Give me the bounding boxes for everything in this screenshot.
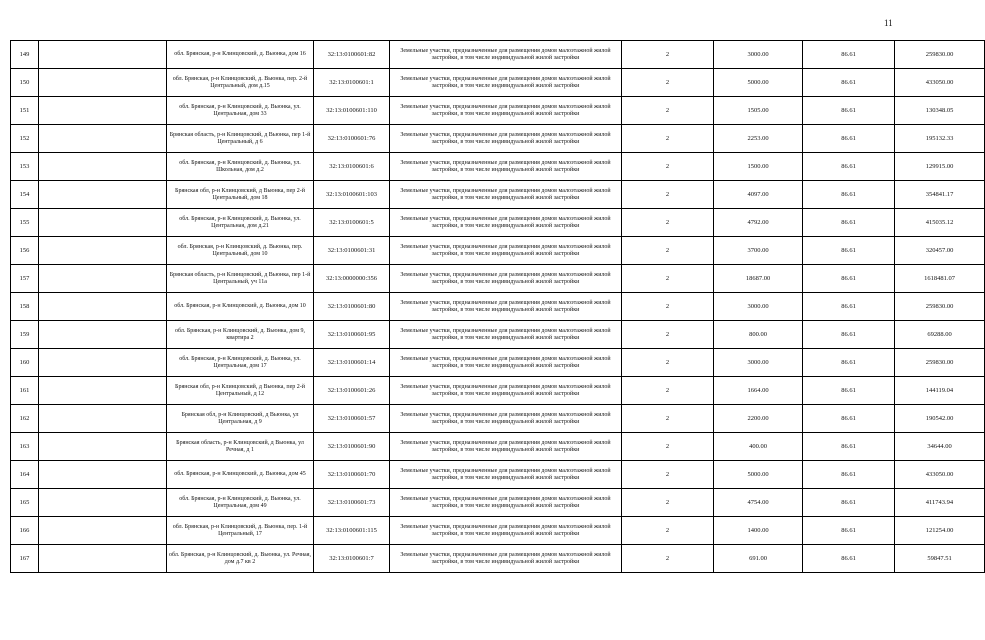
- group-code-cell: 2: [622, 153, 714, 181]
- specific-value-cell: 86.61: [803, 349, 895, 377]
- row-number-cell: 166: [11, 517, 39, 545]
- cadastral-number-cell: 32:13:0100601:7: [314, 545, 390, 573]
- land-category-cell: Земельные участки, предназначенные для размещения домов малоэтажной жилой застройки, в том числе индивидуальной жилой застройки: [390, 349, 622, 377]
- group-code-cell: 2: [622, 405, 714, 433]
- blank-cell: [39, 237, 167, 265]
- cadastral-value-cell: 259830.00: [895, 349, 985, 377]
- row-number-cell: 165: [11, 489, 39, 517]
- land-category-cell: Земельные участки, предназначенные для размещения домов малоэтажной жилой застройки, в том числе индивидуальной жилой застройки: [390, 181, 622, 209]
- blank-cell: [39, 433, 167, 461]
- specific-value-cell: 86.61: [803, 293, 895, 321]
- cadastral-number-cell: 32:13:0100601:14: [314, 349, 390, 377]
- cadastral-value-cell: 190542.00: [895, 405, 985, 433]
- group-code-cell: 2: [622, 461, 714, 489]
- table-row: [11, 265, 985, 293]
- table-row: [11, 69, 985, 97]
- area-cell: 1400.00: [714, 517, 803, 545]
- group-code-cell: 2: [622, 181, 714, 209]
- land-plots-table: [10, 40, 985, 573]
- cadastral-number-cell: 32:13:0100601:80: [314, 293, 390, 321]
- page-number: 11: [884, 18, 893, 28]
- cadastral-number-cell: 32:13:0100601:95: [314, 321, 390, 349]
- cadastral-value-cell: 259830.00: [895, 41, 985, 69]
- row-number-cell: 153: [11, 153, 39, 181]
- area-cell: 5000.00: [714, 461, 803, 489]
- blank-cell: [39, 377, 167, 405]
- table-row: [11, 153, 985, 181]
- table-row: [11, 97, 985, 125]
- cadastral-number-cell: 32:13:0000000:356: [314, 265, 390, 293]
- row-number-cell: 152: [11, 125, 39, 153]
- address-cell: Брянская область, р-н Клинцовский, д Вьюнка, пер 1-й Центральный, д 6: [167, 125, 314, 153]
- table-row: [11, 181, 985, 209]
- table-row: [11, 545, 985, 573]
- specific-value-cell: 86.61: [803, 461, 895, 489]
- specific-value-cell: 86.61: [803, 153, 895, 181]
- cadastral-value-cell: 59847.51: [895, 545, 985, 573]
- area-cell: 1505.00: [714, 97, 803, 125]
- specific-value-cell: 86.61: [803, 517, 895, 545]
- cadastral-value-cell: 433050.00: [895, 69, 985, 97]
- cadastral-number-cell: 32:13:0100601:110: [314, 97, 390, 125]
- address-cell: Брянская область, р-н Клинцовский, д Вьюнка, ул Речная, д 1: [167, 433, 314, 461]
- blank-cell: [39, 181, 167, 209]
- cadastral-value-cell: 415035.12: [895, 209, 985, 237]
- cadastral-number-cell: 32:13:0100601:115: [314, 517, 390, 545]
- address-cell: обл. Брянская, р-н Клинцовский, д. Вьюнка, дом 10: [167, 293, 314, 321]
- cadastral-number-cell: 32:13:0100601:6: [314, 153, 390, 181]
- cadastral-number-cell: 32:13:0100601:1: [314, 69, 390, 97]
- area-cell: 4754.00: [714, 489, 803, 517]
- blank-cell: [39, 461, 167, 489]
- address-cell: Брянская обл, р-н Клинцовский, д Вьюнка, пер 2-й Центральный, дом 18: [167, 181, 314, 209]
- blank-cell: [39, 69, 167, 97]
- land-category-cell: Земельные участки, предназначенные для размещения домов малоэтажной жилой застройки, в том числе индивидуальной жилой застройки: [390, 69, 622, 97]
- land-category-cell: Земельные участки, предназначенные для размещения домов малоэтажной жилой застройки, в том числе индивидуальной жилой застройки: [390, 265, 622, 293]
- blank-cell: [39, 265, 167, 293]
- address-cell: обл. Брянская, р-н Клинцовский, д. Вьюнка, ул. Центральная, дом 49: [167, 489, 314, 517]
- row-number-cell: 157: [11, 265, 39, 293]
- specific-value-cell: 86.61: [803, 209, 895, 237]
- cadastral-value-cell: 1618481.07: [895, 265, 985, 293]
- cadastral-value-cell: 130348.05: [895, 97, 985, 125]
- land-category-cell: Земельные участки, предназначенные для размещения домов малоэтажной жилой застройки, в том числе индивидуальной жилой застройки: [390, 97, 622, 125]
- land-category-cell: Земельные участки, предназначенные для размещения домов малоэтажной жилой застройки, в том числе индивидуальной жилой застройки: [390, 125, 622, 153]
- group-code-cell: 2: [622, 125, 714, 153]
- area-cell: 3700.00: [714, 237, 803, 265]
- area-cell: 3000.00: [714, 293, 803, 321]
- cadastral-number-cell: 32:13:0100601:82: [314, 41, 390, 69]
- row-number-cell: 155: [11, 209, 39, 237]
- blank-cell: [39, 153, 167, 181]
- land-category-cell: Земельные участки, предназначенные для размещения домов малоэтажной жилой застройки, в том числе индивидуальной жилой застройки: [390, 237, 622, 265]
- row-number-cell: 149: [11, 41, 39, 69]
- land-category-cell: Земельные участки, предназначенные для размещения домов малоэтажной жилой застройки, в том числе индивидуальной жилой застройки: [390, 321, 622, 349]
- address-cell: Брянская область, р-н Клинцовский, д Вьюнка, пер 1-й Центральный, уч 11а: [167, 265, 314, 293]
- group-code-cell: 2: [622, 517, 714, 545]
- table-row: [11, 405, 985, 433]
- specific-value-cell: 86.61: [803, 489, 895, 517]
- land-category-cell: Земельные участки, предназначенные для размещения домов малоэтажной жилой застройки, в том числе индивидуальной жилой застройки: [390, 405, 622, 433]
- blank-cell: [39, 517, 167, 545]
- row-number-cell: 158: [11, 293, 39, 321]
- address-cell: Брянская обл, р-н Клинцовский, д Вьюнка, пер 2-й Центральный, д 12: [167, 377, 314, 405]
- table-row: [11, 125, 985, 153]
- group-code-cell: 2: [622, 349, 714, 377]
- group-code-cell: 2: [622, 69, 714, 97]
- land-category-cell: Земельные участки, предназначенные для размещения домов малоэтажной жилой застройки, в том числе индивидуальной жилой застройки: [390, 433, 622, 461]
- specific-value-cell: 86.61: [803, 377, 895, 405]
- address-cell: обл. Брянская, р-н Клинцовский, д. Вьюнка, ул. Центральная, дом д.21: [167, 209, 314, 237]
- specific-value-cell: 86.61: [803, 545, 895, 573]
- cadastral-value-cell: 129915.00: [895, 153, 985, 181]
- table-row: [11, 321, 985, 349]
- blank-cell: [39, 489, 167, 517]
- blank-cell: [39, 41, 167, 69]
- cadastral-number-cell: 32:13:0100601:5: [314, 209, 390, 237]
- address-cell: обл. Брянская, р-н Клинцовский, д. Вьюнка, ул. Школьная, дом д.2: [167, 153, 314, 181]
- specific-value-cell: 86.61: [803, 265, 895, 293]
- row-number-cell: 164: [11, 461, 39, 489]
- land-category-cell: Земельные участки, предназначенные для размещения домов малоэтажной жилой застройки, в том числе индивидуальной жилой застройки: [390, 461, 622, 489]
- area-cell: 2200.00: [714, 405, 803, 433]
- specific-value-cell: 86.61: [803, 69, 895, 97]
- blank-cell: [39, 321, 167, 349]
- blank-cell: [39, 97, 167, 125]
- specific-value-cell: 86.61: [803, 181, 895, 209]
- blank-cell: [39, 125, 167, 153]
- cadastral-number-cell: 32:13:0100601:76: [314, 125, 390, 153]
- land-category-cell: Земельные участки, предназначенные для размещения домов малоэтажной жилой застройки, в том числе индивидуальной жилой застройки: [390, 517, 622, 545]
- cadastral-number-cell: 32:13:0100601:73: [314, 489, 390, 517]
- land-category-cell: Земельные участки, предназначенные для размещения домов малоэтажной жилой застройки, в том числе индивидуальной жилой застройки: [390, 153, 622, 181]
- specific-value-cell: 86.61: [803, 41, 895, 69]
- area-cell: 1500.00: [714, 153, 803, 181]
- table-row: [11, 517, 985, 545]
- specific-value-cell: 86.61: [803, 97, 895, 125]
- address-cell: обл. Брянская, р-н Клинцовский, д. Вьюнка, дом 16: [167, 41, 314, 69]
- row-number-cell: 160: [11, 349, 39, 377]
- area-cell: 4097.00: [714, 181, 803, 209]
- row-number-cell: 151: [11, 97, 39, 125]
- area-cell: 800.00: [714, 321, 803, 349]
- blank-cell: [39, 293, 167, 321]
- area-cell: 1664.00: [714, 377, 803, 405]
- area-cell: 3000.00: [714, 41, 803, 69]
- table-row: [11, 433, 985, 461]
- group-code-cell: 2: [622, 545, 714, 573]
- row-number-cell: 150: [11, 69, 39, 97]
- cadastral-value-cell: 433050.00: [895, 461, 985, 489]
- table-row: [11, 237, 985, 265]
- address-cell: обл. Брянская, р-н Клинцовский, д. Вьюнка, ул. Центральная, дом 17: [167, 349, 314, 377]
- row-number-cell: 154: [11, 181, 39, 209]
- cadastral-value-cell: 69288.00: [895, 321, 985, 349]
- cadastral-value-cell: 259830.00: [895, 293, 985, 321]
- group-code-cell: 2: [622, 41, 714, 69]
- area-cell: 2253.00: [714, 125, 803, 153]
- cadastral-value-cell: 411743.94: [895, 489, 985, 517]
- group-code-cell: 2: [622, 97, 714, 125]
- area-cell: 400.00: [714, 433, 803, 461]
- specific-value-cell: 86.61: [803, 125, 895, 153]
- cadastral-value-cell: 121254.00: [895, 517, 985, 545]
- group-code-cell: 2: [622, 237, 714, 265]
- group-code-cell: 2: [622, 265, 714, 293]
- group-code-cell: 2: [622, 489, 714, 517]
- land-category-cell: Земельные участки, предназначенные для размещения домов малоэтажной жилой застройки, в том числе индивидуальной жилой застройки: [390, 545, 622, 573]
- group-code-cell: 2: [622, 377, 714, 405]
- specific-value-cell: 86.61: [803, 405, 895, 433]
- table-row: [11, 349, 985, 377]
- cadastral-number-cell: 32:13:0100601:90: [314, 433, 390, 461]
- group-code-cell: 2: [622, 433, 714, 461]
- table-row: [11, 209, 985, 237]
- table-row: [11, 461, 985, 489]
- cadastral-number-cell: 32:13:0100601:103: [314, 181, 390, 209]
- address-cell: обл. Брянская, р-н Клинцовский, д. Вьюнка, пер. 1-й Центральный, 17: [167, 517, 314, 545]
- address-cell: обл. Брянская, р-н Клинцовский, д. Вьюнка, пер. Центральный, дом 10: [167, 237, 314, 265]
- table-row: [11, 489, 985, 517]
- land-category-cell: Земельные участки, предназначенные для размещения домов малоэтажной жилой застройки, в том числе индивидуальной жилой застройки: [390, 489, 622, 517]
- blank-cell: [39, 545, 167, 573]
- address-cell: обл. Брянская, р-н Клинцовский, д. Вьюнка, дом 45: [167, 461, 314, 489]
- area-cell: 5000.00: [714, 69, 803, 97]
- address-cell: обл. Брянская, р-н Клинцовский, д. Вьюнка, пер. 2-й Центральный, дом д.15: [167, 69, 314, 97]
- cadastral-number-cell: 32:13:0100601:57: [314, 405, 390, 433]
- specific-value-cell: 86.61: [803, 237, 895, 265]
- area-cell: 3000.00: [714, 349, 803, 377]
- area-cell: 18687.00: [714, 265, 803, 293]
- cadastral-value-cell: 354841.17: [895, 181, 985, 209]
- table-body: [11, 41, 985, 573]
- row-number-cell: 156: [11, 237, 39, 265]
- cadastral-number-cell: 32:13:0100601:70: [314, 461, 390, 489]
- specific-value-cell: 86.61: [803, 433, 895, 461]
- row-number-cell: 163: [11, 433, 39, 461]
- address-cell: обл. Брянская, р-н Клинцовский, д. Вьюнка, ул. Центральная, дом 33: [167, 97, 314, 125]
- specific-value-cell: 86.61: [803, 321, 895, 349]
- address-cell: обл. Брянская, р-н Клинцовский, д. Вьюнка, ул. Речная, дом д.7 кв 2: [167, 545, 314, 573]
- blank-cell: [39, 405, 167, 433]
- blank-cell: [39, 209, 167, 237]
- area-cell: 691.00: [714, 545, 803, 573]
- land-category-cell: Земельные участки, предназначенные для размещения домов малоэтажной жилой застройки, в том числе индивидуальной жилой застройки: [390, 41, 622, 69]
- cadastral-number-cell: 32:13:0100601:26: [314, 377, 390, 405]
- row-number-cell: 162: [11, 405, 39, 433]
- cadastral-value-cell: 320457.00: [895, 237, 985, 265]
- cadastral-value-cell: 195132.33: [895, 125, 985, 153]
- group-code-cell: 2: [622, 321, 714, 349]
- address-cell: обл. Брянская, р-н Клинцовский, д. Вьюнка, дом 9, квартира 2: [167, 321, 314, 349]
- address-cell: Брянская обл, р-н Клинцовский, д Вьюнка, ул Центральная, д 9: [167, 405, 314, 433]
- cadastral-number-cell: 32:13:0100601:31: [314, 237, 390, 265]
- table-row: [11, 41, 985, 69]
- group-code-cell: 2: [622, 293, 714, 321]
- table-row: [11, 293, 985, 321]
- row-number-cell: 161: [11, 377, 39, 405]
- land-category-cell: Земельные участки, предназначенные для размещения домов малоэтажной жилой застройки, в том числе индивидуальной жилой застройки: [390, 377, 622, 405]
- blank-cell: [39, 349, 167, 377]
- row-number-cell: 159: [11, 321, 39, 349]
- table-row: [11, 377, 985, 405]
- area-cell: 4792.00: [714, 209, 803, 237]
- cadastral-value-cell: 144119.04: [895, 377, 985, 405]
- land-category-cell: Земельные участки, предназначенные для размещения домов малоэтажной жилой застройки, в том числе индивидуальной жилой застройки: [390, 293, 622, 321]
- row-number-cell: 167: [11, 545, 39, 573]
- group-code-cell: 2: [622, 209, 714, 237]
- cadastral-value-cell: 34644.00: [895, 433, 985, 461]
- land-category-cell: Земельные участки, предназначенные для размещения домов малоэтажной жилой застройки, в том числе индивидуальной жилой застройки: [390, 209, 622, 237]
